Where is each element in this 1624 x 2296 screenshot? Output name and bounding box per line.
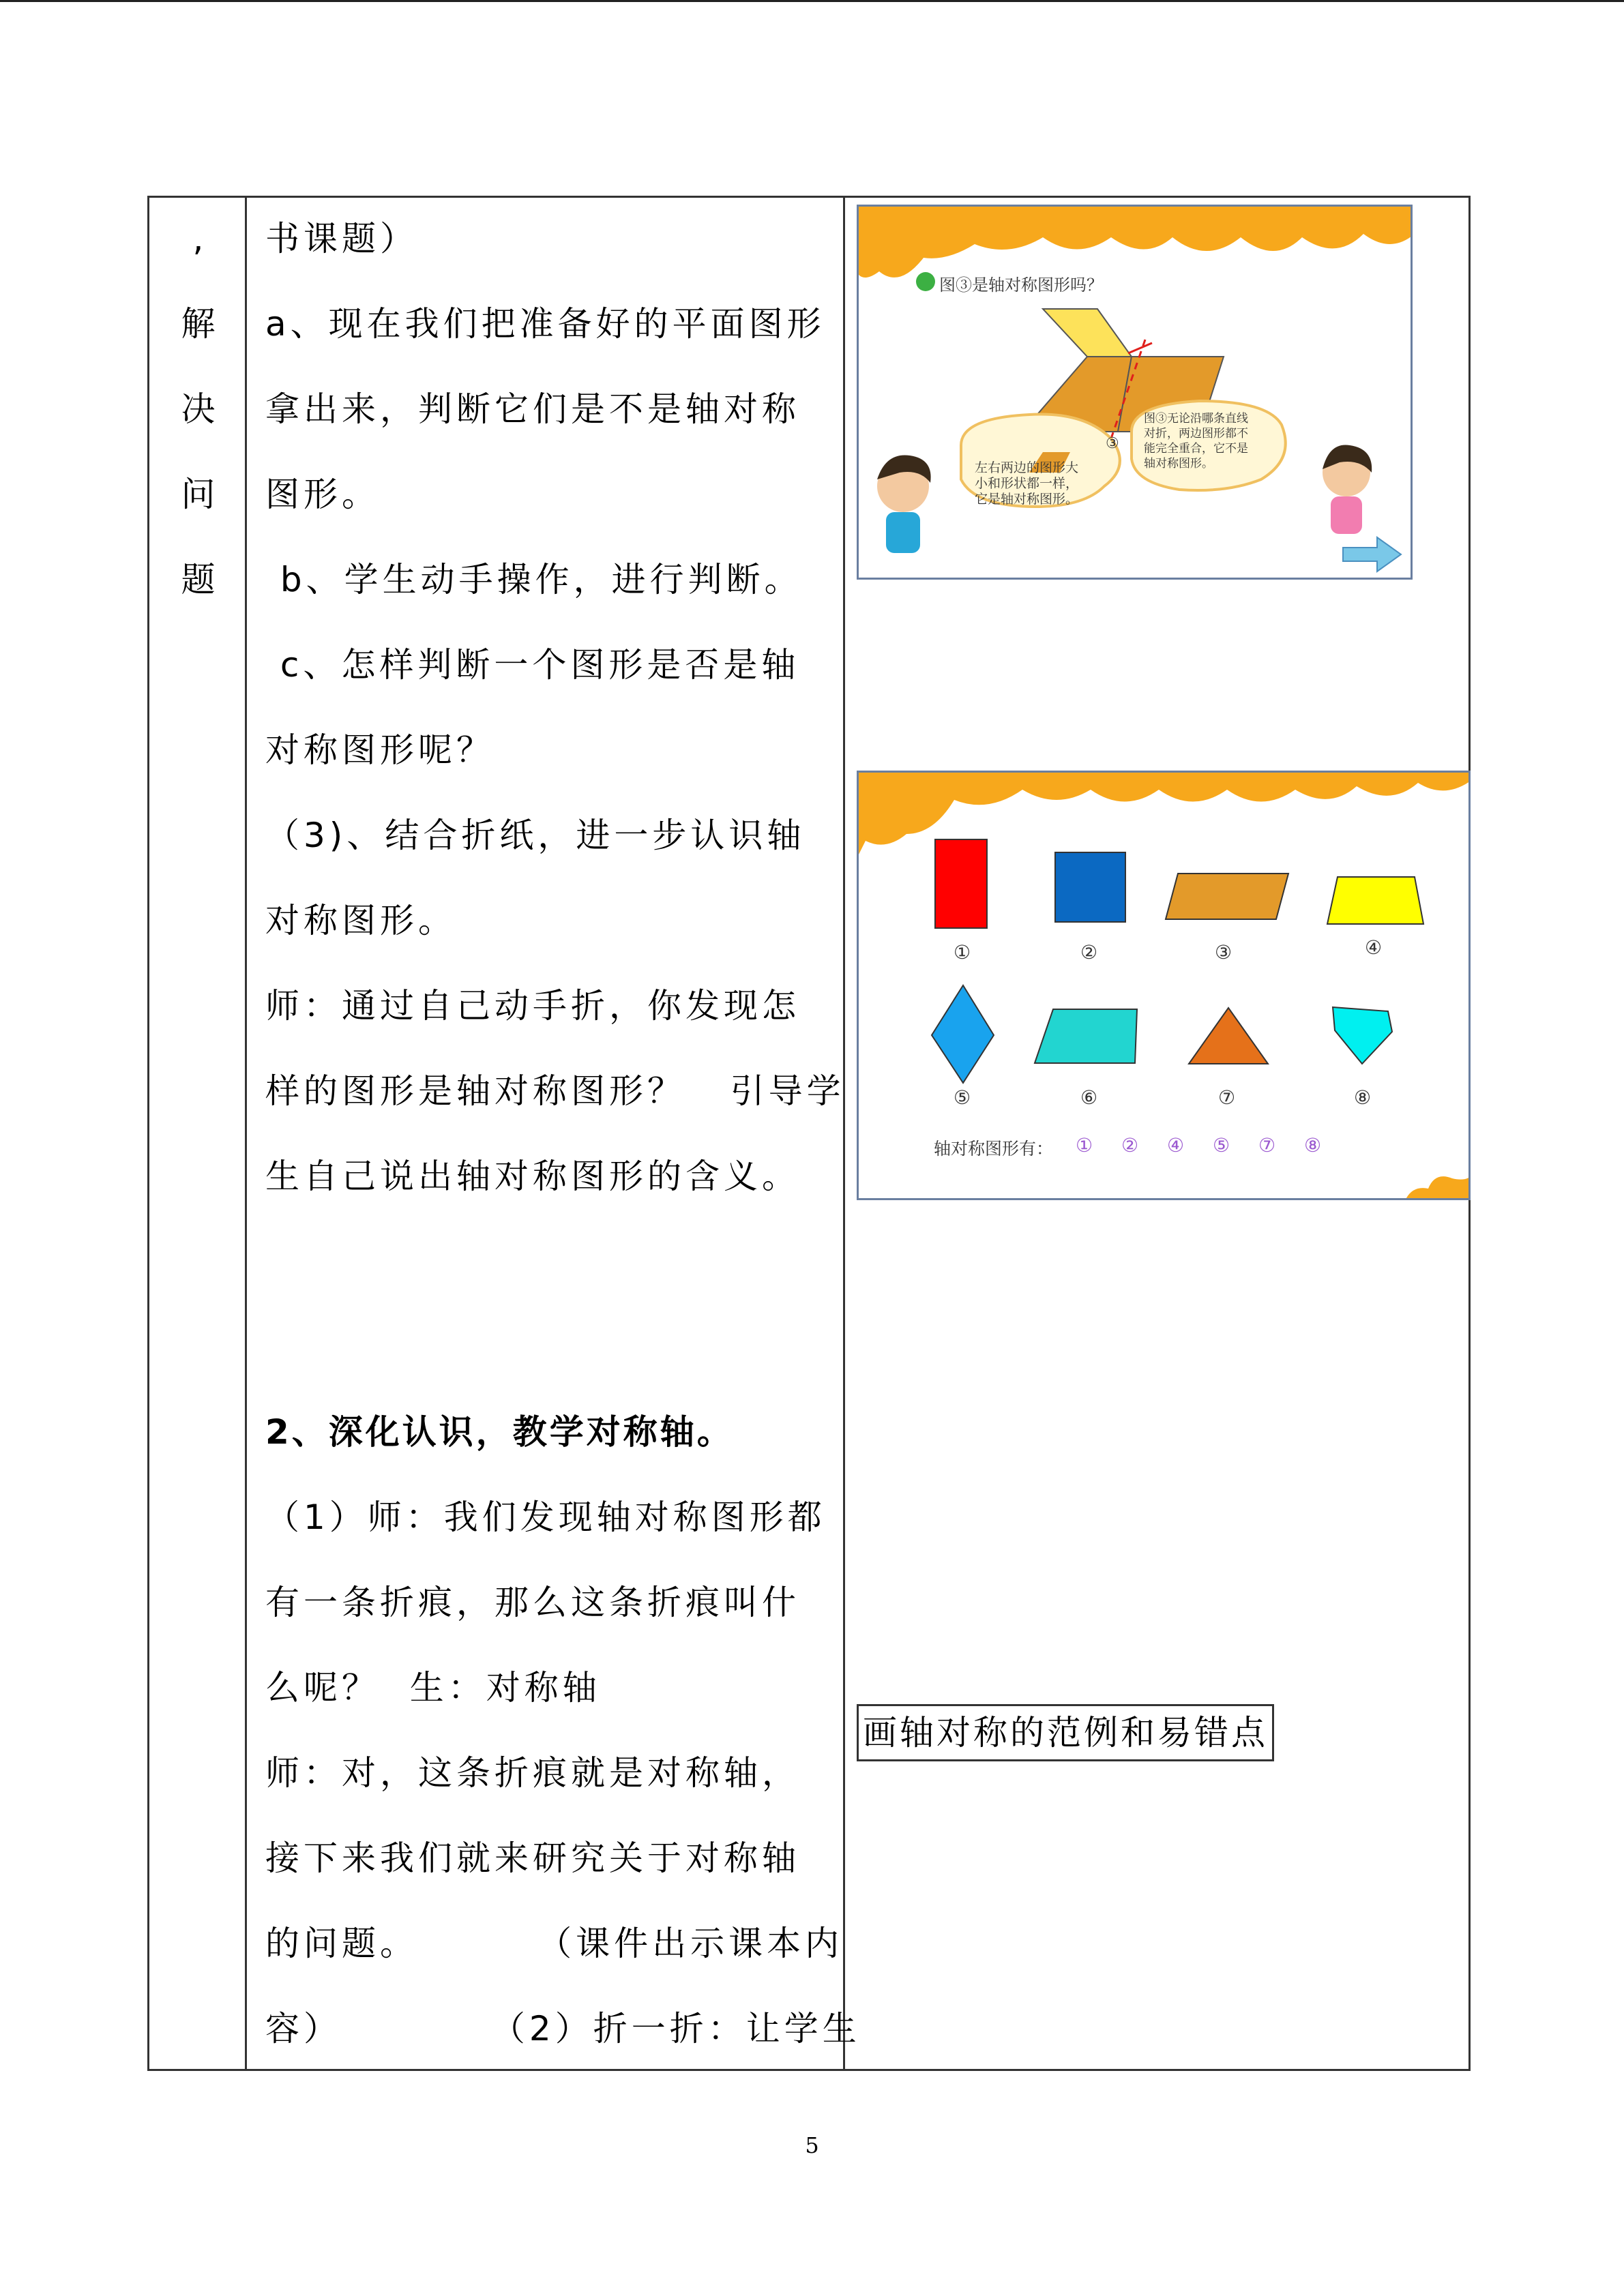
shape-label: ④ [1365, 936, 1383, 959]
shape-6-trapezoid [1035, 1009, 1137, 1063]
answer-item: ① [1076, 1134, 1093, 1157]
text-line: 对称图形呢？ [265, 730, 494, 770]
answer-item: ④ [1167, 1134, 1185, 1157]
shape-label: ① [954, 941, 971, 964]
section-heading: 2、深化认识，教学对称轴。 [265, 1412, 734, 1452]
slide-symmetry-question [857, 205, 1413, 580]
answer-item: ⑦ [1258, 1134, 1276, 1157]
text-line: 师：对，这条折痕就是对称轴， [265, 1753, 800, 1793]
answer-item: ⑧ [1304, 1134, 1322, 1157]
text-line: 有一条折痕，那么这条折痕叫什 [265, 1583, 800, 1622]
green-bullet-icon [916, 272, 935, 291]
parallelogram-top-half [1043, 309, 1132, 357]
text-line: 师：通过自己动手折，你发现怎 [265, 986, 800, 1026]
text-line: 么呢？ 生：对称轴 [265, 1668, 601, 1708]
text-line: 接下来我们就来研究关于对称轴 [265, 1838, 800, 1878]
cloud-border-top [859, 207, 1413, 278]
boy-bubble-text [975, 460, 1078, 507]
page-number: 5 [805, 2132, 819, 2158]
girl-bubble-line: 对折，两边图形都不 [1144, 427, 1248, 441]
page-top-border [0, 0, 1624, 2]
girl-bubble-line: 图③无论沿哪条直线 [1144, 412, 1248, 426]
column-divider-2 [843, 198, 845, 2069]
boy-bubble-line: 它是轴对称图形。 [975, 492, 1079, 507]
next-arrow-icon[interactable] [1343, 537, 1401, 571]
text-line: 对称图形。 [265, 901, 456, 940]
shape-7-triangle [1189, 1008, 1268, 1064]
figure-label: ③ [1106, 435, 1119, 452]
text-line: 容） （2）折一折：让学生 [265, 2009, 861, 2048]
boy-bubble-line: 左右两边的图形大 [975, 460, 1079, 475]
shape-label: ⑧ [1354, 1086, 1372, 1109]
text-line: 样的图形是轴对称图形？ 引导学 [265, 1071, 845, 1111]
answer-label: 轴对称图形有： [934, 1139, 1054, 1159]
boy-bubble-line: 小和形状都一样， [975, 476, 1079, 491]
shape-label: ⑥ [1080, 1086, 1098, 1109]
stage-char: , [192, 219, 204, 258]
shape-label: ⑤ [954, 1086, 971, 1109]
shape-3-parallelogram [1166, 874, 1288, 919]
text-line: 的问题。 （课件出示课本内 [265, 1924, 844, 1963]
slide-question: 图③是轴对称图形吗？ [939, 275, 1103, 295]
text-line: 书课题） [265, 219, 418, 258]
stage-char: 解 [181, 304, 216, 344]
stage-char: 决 [181, 389, 216, 429]
shape-4-trapezoid [1327, 877, 1423, 924]
text-line: （3)、结合折纸，进一步认识轴 [265, 816, 806, 855]
text-line: 图形。 [265, 475, 380, 514]
girl-bubble-line: 轴对称图形。 [1144, 457, 1213, 471]
shape-label: ② [1080, 941, 1098, 964]
cloud-corner-bottom [1404, 1175, 1471, 1200]
shape-8-kite [1333, 1007, 1392, 1064]
text-line: b、学生动手操作，进行判断。 [265, 560, 803, 599]
shape-label: ③ [1215, 941, 1232, 964]
slide-1-graphic [859, 207, 1413, 580]
text-line: a、现在我们把准备好的平面图形 [265, 304, 825, 344]
lesson-table [147, 196, 1471, 2071]
boy-body [886, 512, 920, 553]
slide-shapes-quiz [857, 771, 1471, 1200]
answer-item: ② [1121, 1134, 1139, 1157]
stage-char: 题 [181, 560, 216, 599]
resource-caption: 画轴对称的范例和易错点 [857, 1704, 1274, 1761]
text-line: 生自己说出轴对称图形的含义。 [265, 1157, 800, 1196]
text-line: 拿出来，判断它们是不是轴对称 [265, 389, 800, 429]
shape-label: ⑦ [1218, 1086, 1236, 1109]
text-line: （1）师：我们发现轴对称图形都 [265, 1497, 826, 1537]
answer-item: ⑤ [1213, 1134, 1230, 1157]
stage-char: 问 [181, 475, 216, 514]
girl-bubble-text [1144, 411, 1248, 471]
shape-2-square [1055, 852, 1125, 922]
shape-5-rhombus [932, 985, 994, 1083]
girl-body [1331, 496, 1362, 534]
text-line: c、怎样判断一个图形是否是轴 [265, 645, 800, 685]
shape-1-rectangle [935, 839, 987, 928]
girl-bubble-line: 能完全重合，它不是 [1144, 442, 1248, 456]
